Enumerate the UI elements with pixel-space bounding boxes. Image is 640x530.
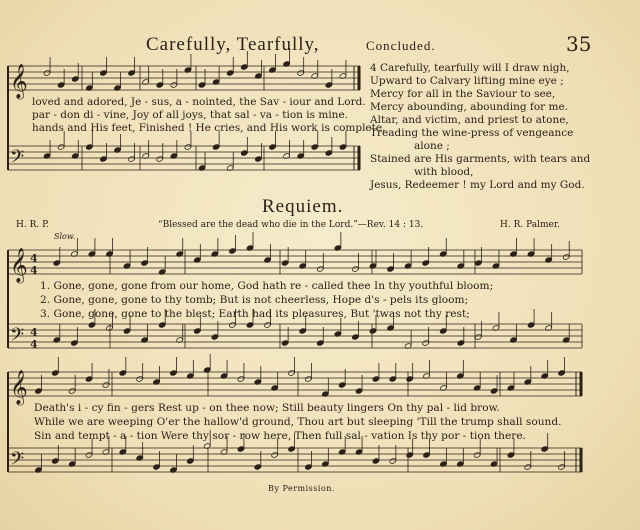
lyric-line: Death's i - cy fin - gers Rest up - on thee now; Still beauty lingers On thy pal - lid brow. (34, 402, 500, 414)
svg-text:4: 4 (30, 326, 38, 339)
lyric-line: While we are weeping O'er the hallow'd ground, Thou art but sleeping 'Till the trump shall sound. (34, 416, 562, 428)
bass-clef-icon: 𝄢 (10, 325, 25, 350)
treble-clef-icon: 𝄞 (10, 370, 28, 405)
song-title-suffix: Concluded. (366, 38, 436, 53)
treble-clef-icon: 𝄞 (10, 64, 28, 99)
tempo-marking: Slow. (54, 232, 76, 241)
bass-clef-icon: 𝄢 (10, 147, 25, 172)
page-number: 35 (566, 32, 592, 56)
svg-text:4: 4 (30, 264, 38, 277)
staff-3-bass (8, 448, 582, 472)
lyric-line: 2. Gone, gone, gone to thy tomb; But is not cheerless, Hope d's - pels its gloom; (40, 294, 469, 306)
author-initials: H. R. P. (16, 220, 50, 230)
composer: H. R. Palmer. (500, 220, 560, 230)
svg-text:4: 4 (30, 338, 38, 351)
lyric-line: Sin and tempt - a - tion Were thy sor - row here, Then full sal - vation Is thy por - tion there. (34, 430, 526, 442)
staff-2-bass (8, 324, 582, 348)
lyric-line: par - don di - vine, Joy of all joys, that sal - va - tion is mine. (32, 109, 348, 121)
lyric-line: 1. Gone, gone, gone from our home, God hath re - called thee In thy youthful bloom; (40, 280, 494, 292)
svg-text:4: 4 (30, 252, 38, 265)
lyric-line: 3. Gone, gone, gone to the blest; Earth had its pleasures, But 'twas not thy rest; (40, 308, 470, 320)
treble-clef-icon: 𝄞 (10, 248, 28, 283)
permission-note: By Permission. (268, 484, 335, 493)
lyric-line: loved and adored, Je - sus, a - nointed, the Sav - iour and Lord. (32, 96, 366, 108)
verse-4: 4 Carefully, tearfully will I draw nigh, Upward to Calvary lifting mine eye ; Mercy for all in the Saviour to see, Mercy abounding, abounding for me. Altar, and victim, and priest to atone, Treading the wine-press of vengeance alone ; Stained are His garments, with tears and with blood, Jesus, Redeemer ! my Lord and my God. (370, 62, 591, 191)
lyric-line: hands and His feet, Finished ! He cries, and His work is complete. (32, 122, 386, 134)
bass-clef-icon: 𝄢 (10, 449, 25, 474)
song-title: Requiem. (262, 196, 344, 217)
epigraph: “Blessed are the dead who die in the Lord.”—Rev. 14 : 13. (158, 220, 424, 230)
song-title: Carefully, Tearfully, (146, 34, 320, 55)
